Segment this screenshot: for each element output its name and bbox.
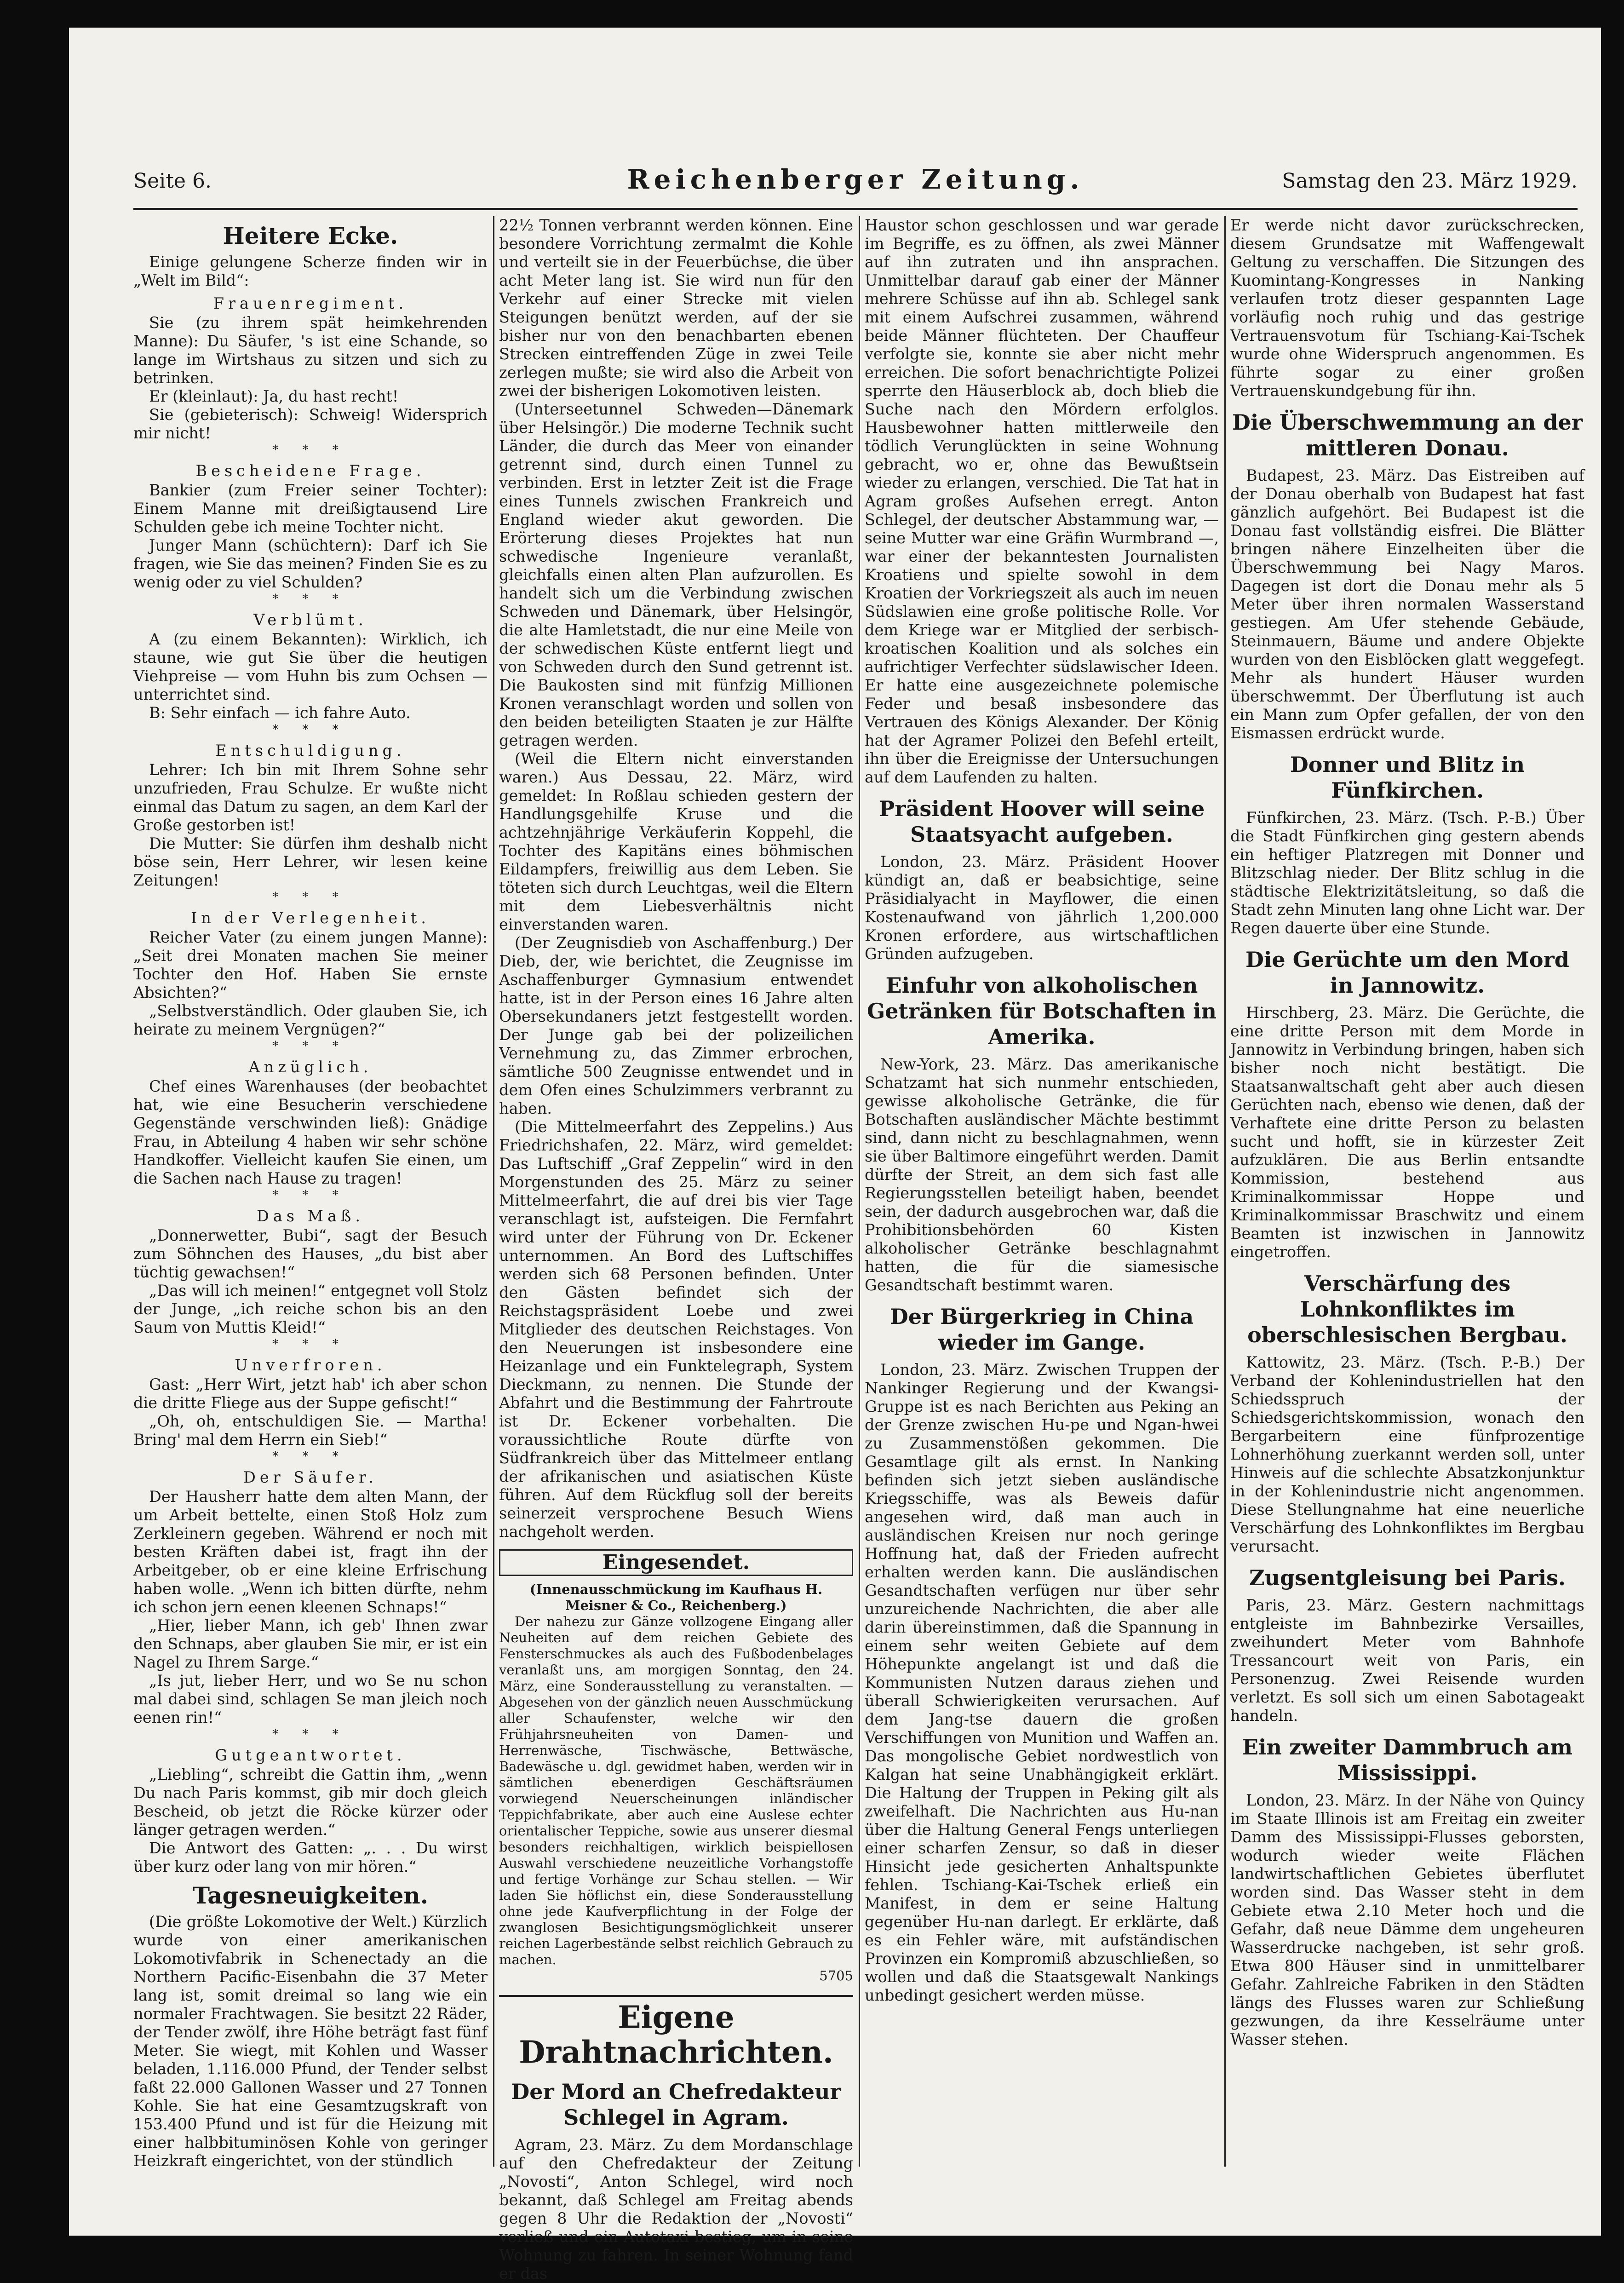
joke-title: Der Säufer. — [243, 1468, 378, 1486]
joke-text: Sie (gebieterisch): Schweig! Widersprich mir nicht! — [133, 406, 488, 442]
separator-stars: * * * — [272, 723, 349, 736]
advertisement-heading: Eingesendet. — [499, 1549, 853, 1576]
joke-title: Gutgeantwortet. — [215, 1746, 406, 1764]
news-item: (Der Zeugnisdieb von Aschaffenburg.) Der Dieb, der, wie berichtet, die Zeugnisse im Aschaffenburger Gymnasium entwendet hatte, ist in der Person eines 16 Jahre alten Obersekundaners jetzt festgestellt worden. Der Junge gab bei der polizeilichen Vernehmung zu, das Zimmer erbrochen, sämtliche 500 Zeugnisse entwendet und in dem Ofen eines Schulzimmers verbrannt zu haben. — [499, 934, 853, 1117]
separator-stars: * * * — [272, 1727, 349, 1741]
news-section-heading: Tagesneuigkeiten. — [192, 1882, 429, 1909]
article-text: London, 23. März. Zwischen Truppen der Nankinger Regierung und der Kwangsi-Gruppe ist es nach Berichten aus Peking an der Grenze zwischen Hu-pe und Ngan-hwei zu Zusammenstößen gekommen. Die Gesamtlage gilt als ernst. In Nanking befinden sich jetzt sieben ausländische Kriegsschiffe, was als Beweis dafür angesehen wird, daß man auch in ausländischen Kreisen nur noch geringe Hoffnung hat, daß der Frieden aufrecht erhalten werden kann. Die ausländischen Gesandtschaften verfügen nur über sehr unzureichende Nachrichten, die aber alle darin übereinstimmen, daß die Spannung in einem sehr weiten Gebiete auf dem Höhepunkte angelangt ist und daß die Kommunisten Nutzen daraus ziehen und überall Schwierigkeiten verursachen. Auf dem Jang-tse dauern die großen Verschiffungen von Munition und Waffen an. Das mongolische Gebiet nordwestlich von Kalgan hat seine Unabhängigkeit erklärt. Die Haltung der Truppen in Peking gilt als zweifelhaft. Die Nachrichten aus Hu-nan über die Haltung General Fengs unterliegen einer scharfen Zensur, so daß in dieser Hinsicht jede gesicherten Anhaltspunkte fehlen. Tschiang-Kai-Tschek erließ ein Manifest, in dem er seine Haltung gegenüber Hu-nan darlegt. Er erklärte, daß es ein Fehler wäre, mit aufständischen Provinzen ein Kompromiß abzuschließen, so wollen und daß die Staatsgewalt Nankings unbedingt gesichert werden müsse. — [865, 1361, 1219, 2004]
news-item: (Unterseetunnel Schweden—Dänemark über Helsingör.) Die moderne Technik sucht Länder, die durch das Meer von einander getrennt sind, durch einen Tunnel zu verbinden. Erst in letzter Zeit ist die Frage eines Tunnels zwischen Frankreich und England wieder akut geworden. Die Erörterung dieses Projektes hat nun schwedische Ingenieure veranlaßt, gleichfalls einen alten Plan aufzurollen. Es handelt sich um die Verbindung zwischen Schweden und Dänemark, über Helsingör, die alte Hamletstadt, die nur eine Meile von der schwedischen Küste entfernt liegt und von Schweden durch den Sund getrennt ist. Die Baukosten sind mit fünfzig Millionen Kronen veranschlagt worden und sollen von den beiden beteiligten Staaten je zur Hälfte getragen werden. — [499, 400, 853, 749]
masthead — [133, 151, 1578, 201]
joke-text: Der Hausherr hatte dem alten Mann, der um Arbeit bettelte, einen Stoß Holz zum Zerkleinern gegeben. Während er noch mit besten Kräften dabei ist, fragt ihn der Arbeitgeber, ob er eine kleine Erfrischung haben wolle. „Wenn ich bitten dürfte, nehm ich schon jern eenen kleenen Schnaps!“ — [133, 1488, 488, 1616]
headline: Verschärfung des Lohnkonfliktes im oberschlesischen Bergbau. — [1247, 1271, 1567, 1347]
news-item: (Weil die Eltern nicht einverstanden waren.) Aus Dessau, 22. März, wird gemeldet: In Roßlau schieden gestern der Handlungsgehilfe Kruse und die achtzehnjährige Verkäuferin Koppehl, die Tochter des Kapitäns eines böhmischen Eildampfers, freiwillig aus dem Leben. Sie töteten sich durch Leuchtgas, weil die Eltern mit dem Liebesverhältnis nicht einverstanden waren. — [499, 750, 853, 933]
joke-text: „Das will ich meinen!“ entgegnet voll Stolz der Junge, „ich reiche schon bis an den Saum von Muttis Kleid!“ — [133, 1282, 488, 1336]
joke-text: „Hier, lieber Mann, ich geb' Ihnen zwar den Schnaps, aber glauben Sie mir, er ist ein Nagel zu Ihrem Sarge.“ — [133, 1616, 488, 1671]
joke-text: Die Antwort des Gatten: „. . . Du wirst über kurz oder lang von mir hören.“ — [133, 1839, 488, 1875]
column-divider — [859, 216, 860, 2167]
column-4 — [1230, 216, 1584, 2167]
article-text: Fünfkirchen, 23. März. (Tsch. P.-B.) Über die Stadt Fünfkirchen ging gestern abends ein heftiger Platzregen mit Donner und Blitzschlag nieder. Der Blitz schlug in die städtische Elektrizitätsleitung, so daß die Stadt zehn Minuten lang ohne Licht war. Der Regen dauerte über eine Stunde. — [1230, 809, 1584, 937]
joke-text: Chef eines Warenhauses (der beobachtet hat, wie eine Besucherin verschiedene Gegenstände verschwinden ließ): Gnädige Frau, in Abteilung 4 haben wir sehr schöne Handkoffer. Vielleicht kaufen Sie einen, um die Sachen nach Hause zu tragen! — [133, 1077, 488, 1187]
joke-title: Anzüglich. — [248, 1058, 373, 1076]
article-text: (Die größte Lokomotive der Welt.) Kürzlich wurde von einer amerikanischen Lokomotivfabrik in Schenectady an die Northern Pacific-Eisenbahn die 37 Meter lang ist, somit dreimal so lang wie ein normaler Frachtwagen. Sie besitzt 22 Räder, der Tender zwölf, ihre Höhe beträgt fast fünf Meter. Sie wiegt, mit Kohlen und Wasser beladen, 1.116.000 Pfund, der Tender selbst faßt 22.000 Gallonen Wasser und 27 Tonnen Kohle. Sie hat eine Gesamtzugskraft von 153.400 Pfund und ist für die Heizung mit einer halbbituminösen Kohle von geringer Heizkraft eingerichtet, von der stündlich — [133, 1913, 488, 2170]
joke-title: Das Maß. — [257, 1207, 364, 1225]
joke-text: „Selbstverständlich. Oder glauben Sie, ich heirate zu meinem Vergnügen?“ — [133, 1002, 488, 1038]
issue-date: Samstag den 23. März 1929. — [1282, 169, 1578, 193]
headline: Donner und Blitz in Fünfkirchen. — [1290, 752, 1525, 803]
joke-text: Gast: „Herr Wirt, jetzt hab' ich aber schon die dritte Fliege aus der Suppe gefischt!“ — [133, 1375, 488, 1412]
article-text: Kattowitz, 23. März. (Tsch. P.-B.) Der Verband der Kohlenindustriellen hat den Schiedsspruch der Schiedsgerichtskommission, wonach den Bergarbeitern eine fünfprozentige Lohnerhöhung zuerkannt werden soll, unter Hinweis auf die schlechte Absatzkonjunktur in der Kohlenindustrie nicht angenommen. Diese Stellungnahme hat eine neuerliche Verschärfung des Lohnkonfliktes im Bergbau verursacht. — [1230, 1353, 1584, 1555]
joke-title: Verblümt. — [253, 611, 367, 629]
column-2 — [499, 216, 853, 2283]
advertisement-subtitle: (Innenausschmückung im Kaufhaus H. Meisner & Co., Reichenberg.) — [529, 1581, 823, 1613]
joke-text: „Liebling“, schreibt die Gattin ihm, „wenn Du nach Paris kommst, gib mir doch gleich Bescheid, ob jetzt die Röcke kürzer oder länger getragen werden.“ — [133, 1765, 488, 1839]
article-continuation: 22½ Tonnen verbrannt werden können. Eine besondere Vorrichtung zermalmt die Kohle und verteilt sie in der Feuerbüchse, die über acht Meter lang ist. Sie wird nun für den Verkehr auf einer Strecke mit vielen Steigungen benützt werden, auf der sie bisher nur von den benachbarten ebenen Strecken eintreffenden Züge in zwei Teile zerlegen mußte; sie wird also die Arbeit von zwei der bisherigen Lokomotiven leisten. — [499, 216, 853, 400]
headline: Ein zweiter Dammbruch am Mississippi. — [1242, 1735, 1573, 1785]
separator-stars: * * * — [272, 1039, 349, 1053]
news-item: (Die Mittelmeerfahrt des Zeppelins.) Aus Friedrichshafen, 22. März, wird gemeldet: Das Luftschiff „Graf Zeppelin“ wird in den Morgenstunden des 25. März zu seiner Mittelmeerfahrt, die auf drei bis vier Tage veranschlagt ist, aufsteigen. Die Fernfahrt wird unter der Führung von Dr. Eckener unternommen. An Bord des Luftschiffes werden sich 68 Personen befinden. Unter den Gästen befindet sich der Reichstagspräsident Loebe und zwei Mitglieder des deutschen Reichstages. Von den Neuerungen ist insbesondere eine Heizanlage und ein Funktelegraph, System Dieckmann, zu nennen. Die Stunde der Abfahrt und die Bestimmung der Fahrtroute ist Dr. Eckener vorbehalten. Die voraussichtliche Route dürfte von Südfrankreich über das Mittelmeer entlang der afrikanischen und asiatischen Küste führen. Auf dem Rückflug soll der bereits seinerzeit versprochene Besuch Wiens nachgeholt werden. — [499, 1118, 853, 1541]
joke-text: Bankier (zum Freier seiner Tochter): Einem Manne mit dreißigtausend Lire Schulden gebe ich meine Tochter nicht. — [133, 481, 488, 536]
article-continuation: Er werde nicht davor zurückschrecken, diesem Grundsatze mit Waffengewalt Geltung zu verschaffen. Die Sitzungen des Kuomintang-Kongresses in Nanking verlaufen trotz dieser gespannten Lage vorläufig noch ruhig und das gestrige Vertrauensvotum für Tschiang-Kai-Tschek wurde ohne Widerspruch angenommen. Es führte sogar zu einer großen Vertrauenskundgebung für ihn. — [1230, 216, 1584, 400]
separator-stars: * * * — [272, 1337, 349, 1351]
article-text: Paris, 23. März. Gestern nachmittags entgleiste im Bahnbezirke Versailles, zweihundert Meter vom Bahnhofe Tressancourt weit von Paris, ein Personenzug. Zwei Reisende wurden verletzt. Es soll sich um einen Sabotageakt handeln. — [1230, 1596, 1584, 1725]
joke-text: „Donnerwetter, Bubi“, sagt der Besuch zum Söhnchen des Hauses, „du bist aber tüchtig gewachsen!“ — [133, 1226, 488, 1281]
article-text: Hirschberg, 23. März. Die Gerüchte, die eine dritte Person mit dem Morde in Jannowitz in Verbindung bringen, haben sich bisher noch nicht bestätigt. Die Staatsanwaltschaft geht aber auch diesen Gerüchten nach, ebenso wie denen, daß der Verhaftete eine dritte Person zu belasten sucht und hofft, sie in kürzester Zeit aufzuklären. Die aus Berlin entsandte Kommission, bestehend aus Kriminalkommissar Hoppe und Kriminalkommissar Braschwitz und einem Beamten ist inzwischen in Jannowitz eingetroffen. — [1230, 1004, 1584, 1261]
headline: Die Gerüchte um den Mord in Jannowitz. — [1245, 947, 1569, 998]
joke-text: Er (kleinlaut): Ja, du hast recht! — [149, 387, 399, 405]
newspaper-title: Reichenberger Zeitung. — [627, 164, 1084, 195]
joke-text: A (zu einem Bekannten): Wirklich, ich staune, wie gut Sie über die heutigen Viehpreise — vom Huhn bis zum Ochsen — unterrichtet sind. — [133, 630, 488, 703]
headline: Präsident Hoover will seine Staatsyacht aufgeben. — [878, 796, 1205, 847]
separator-stars: * * * — [272, 443, 349, 457]
column-divider — [493, 216, 494, 2167]
advertisement-number: 5705 — [819, 1968, 853, 1984]
header-rule — [133, 208, 1578, 210]
joke-text: „Oh, oh, entschuldigen Sie. — Martha! Bring' mal dem Herrn ein Sieb!“ — [133, 1412, 488, 1449]
joke-text: Reicher Vater (zu einem jungen Manne): „Seit drei Monaten machen Sie meiner Tochter den Hof. Haben Sie ernste Absichten?“ — [133, 928, 488, 1001]
joke-title: Frauenregiment. — [213, 294, 408, 312]
joke-title: Entschuldigung. — [215, 742, 406, 759]
article-text: New-York, 23. März. Das amerikanische Schatzamt hat sich nunmehr entschieden, gewisse alkoholische Getränke, die für Botschaften ausländischer Mächte bestimmt sind, dann nicht zu beschlagnahmen, wenn sie über Baltimore eingeführt werden. Damit dürfte der Streit, an dem sich fast alle Regierungsstellen beteiligt haben, beendet sein, der dadurch ausgebrochen war, daß die Prohibitionsbehörden 60 Kisten alkoholischer Getränke beschlagnahmt hatten, die für die siamesische Gesandtschaft bestimmt waren. — [865, 1055, 1219, 1294]
separator-stars: * * * — [272, 592, 349, 606]
column-3 — [865, 216, 1219, 2167]
separator-stars: * * * — [272, 890, 349, 904]
joke-title: In der Verlegenheit. — [191, 909, 430, 927]
joke-text: Junger Mann (schüchtern): Darf ich Sie fragen, wie Sie das meinen? Finden Sie es zu wenig oder zu viel Schulden? — [133, 536, 488, 591]
headline: Der Bürgerkrieg in China wieder im Gange. — [889, 1304, 1194, 1355]
separator-stars: * * * — [272, 1449, 349, 1463]
headline: Die Überschwemmung an der mittleren Donau. — [1232, 410, 1583, 460]
headline: Der Mord an Chefredakteur Schlegel in Agram. — [511, 2079, 841, 2130]
joke-text: Lehrer: Ich bin mit Ihrem Sohne sehr unzufrieden, Frau Schulze. Er wußte nicht einmal das Datum zu sagen, an dem Karl der Große gestorben ist! — [133, 761, 488, 834]
column-1 — [133, 216, 488, 2170]
newspaper-page — [69, 28, 1601, 2283]
article-text: London, 23. März. In der Nähe von Quincy im Staate Illinois ist am Freitag ein zweiter Damm des Mississippi-Flusses geborsten, wodurch wieder weite Flächen landwirtschaftlichen Gebietes überflutet worden sind. Das Wasser steht in dem Gebiete etwa 2.10 Meter hoch und die Gefahr, daß neue Dämme dem ungeheuren Wasserdrucke nachgeben, ist sehr groß. Etwa 800 Häuser sind in unmittelbarer Gefahr. Zahlreiche Fabriken in den Städten längs des Flusses waren zur Schließung gezwungen, da ihre Kesselräume unter Wasser stehen. — [1230, 1791, 1584, 2048]
section-heading: Heitere Ecke. — [223, 222, 398, 249]
advertisement-text: Der nahezu zur Gänze vollzogene Eingang aller Neuheiten auf dem reichen Gebiete des Fensterschmuckes als auch des Fußbodenbelages veranlaßt uns, am morgigen Sonntag, den 24. März, eine Sonderausstellung zu veranstalten. — Abgesehen von der gänzlich neuen Ausschmückung aller Schaufenster, welche wir den Frühjahrsneuheiten von Damen- und Herrenwäsche, Tischwäsche, Bettwäsche, Badewäsche u. dgl. gewidmet haben, werden wir in sämtlichen ebenerdigen Geschäftsräumen vorwiegend Neuerscheinungen inländischer Teppichfabrikate, aber auch eine Auslese echter orientalischer Teppiche, sowie aus unserer diesmal besonders reichhaltigen, wirklich beispiellosen Auswahl verschiedene neuzeitliche Vorhangstoffe und fertige Vorhänge zur Schau stellen. — Wir laden Sie höflichst ein, diese Sonderausstellung ohne jede Kaufverpflichtung in der Folge der zwanglosen Besichtigungsmöglichkeit unserer reichen Lagerbestände selbst reichlich Gebrauch zu machen. — [499, 1614, 853, 1967]
article-text: Budapest, 23. März. Das Eistreiben auf der Donau oberhalb von Budapest hat fast gänzlich aufgehört. Bei Budapest ist die Donau fast vollständig eisfrei. Die Blätter bringen nähere Einzelheiten über die Überschwemmung bei Nagy Maros. Dagegen ist dort die Donau mehr als 5 Meter über ihren normalen Wasserstand gestiegen. Am Ufer stehende Gebäude, Steinmauern, Bäume und andere Objekte wurden von den Eisblöcken glatt weggefegt. Mehr als hundert Häuser wurden überschwemmt. Der Überflutung ist auch ein Mann zum Opfer gefallen, der von den Eismassen erdrückt wurde. — [1230, 466, 1584, 742]
article-text: London, 23. März. Präsident Hoover kündigt an, daß er beabsichtige, seine Präsidialyacht in Mayflower, die einen Kostenaufwand von jährlich 1,200.000 Kronen erfordere, aus wirtschaftlichen Gründen aufzugeben. — [865, 853, 1219, 963]
jokes-list — [133, 294, 488, 1876]
joke-text: Die Mutter: Sie dürfen ihm deshalb nicht böse sein, Herr Lehrer, wir lesen keine Zeitungen! — [133, 834, 488, 889]
article-text: Agram, 23. März. Zu dem Mordanschlage auf den Chefredakteur der Zeitung „Novosti“, Anton Schlegel, wird noch bekannt, daß Schlegel am Freitag abends gegen 8 Uhr die Redaktion der „Novosti“ verließ und ein Autotaxi bestieg, um in seine Wohnung zu fahren. In seiner Wohnung fand er das — [499, 2136, 853, 2283]
column-divider — [1224, 216, 1226, 2167]
separator-stars: * * * — [272, 1188, 349, 1202]
wire-news-heading: Eigene Drahtnachrichten. — [499, 1995, 853, 2070]
article-continuation: Haustor schon geschlossen und war gerade im Begriffe, es zu öffnen, als zwei Männer auf ihn zutraten und ihn ansprachen. Unmittelbar darauf gab einer der Männer mehrere Schüsse auf ihn ab. Schlegel sank mit einem Aufschrei zusammen, während beide Männer flüchteten. Der Chauffeur verfolgte sie, konnte sie aber nicht mehr erreichen. Die sofort benachrichtigte Polizei sperrte den Häuserblock ab, doch blieb die Suche nach den Mördern erfolglos. Hausbewohner hatten mittlerweile den tödlich Verunglückten in seine Wohnung gebracht, wo er, ohne das Bewußtsein wieder zu erlangen, verschied. Die Tat hat in Agram großes Aufsehen erregt. Anton Schlegel, der deutscher Abstammung war, — seine Mutter war eine Gräfin Wurmbrand —, war einer der bekanntesten Journalisten Kroatiens und spielte sowohl in dem Kroatien der Vorkriegszeit als auch im neuen Südslawien eine große politische Rolle. Vor dem Kriege war er Mitglied der serbisch-kroatischen Koalition und als solches ein aufrichtiger Verfechter südslawischer Ideen. Er hatte eine ausgezeichnete polemische Feder und besaß insbesondere das Vertrauen des Königs Alexander. Der König hat der Agramer Polizei den Befehl erteilt, ihn über die Ereignisse der Untersuchungen auf dem Laufenden zu halten. — [865, 216, 1219, 786]
joke-text: „Is jut, lieber Herr, und wo Se nu schon mal dabei sind, schlagen Se man jleich noch eenen rin!“ — [133, 1672, 488, 1726]
joke-title: Bescheidene Frage. — [195, 462, 425, 480]
intro-text: Einige gelungene Scherze finden wir in „Welt im Bild“: — [133, 253, 488, 289]
headline: Zugsentgleisung bei Paris. — [1249, 1565, 1566, 1590]
page-number: Seite 6. — [133, 169, 212, 193]
joke-text: B: Sehr einfach — ich fahre Auto. — [149, 704, 411, 722]
joke-title: Unverfroren. — [235, 1356, 386, 1374]
headline: Einfuhr von alkoholischen Getränken für Botschaften in Amerika. — [867, 973, 1217, 1049]
joke-text: Sie (zu ihrem spät heimkehrenden Manne): Du Säufer, 's ist eine Schande, so lange im Wirtshaus zu sitzen und sich zu betrinken. — [133, 314, 488, 387]
